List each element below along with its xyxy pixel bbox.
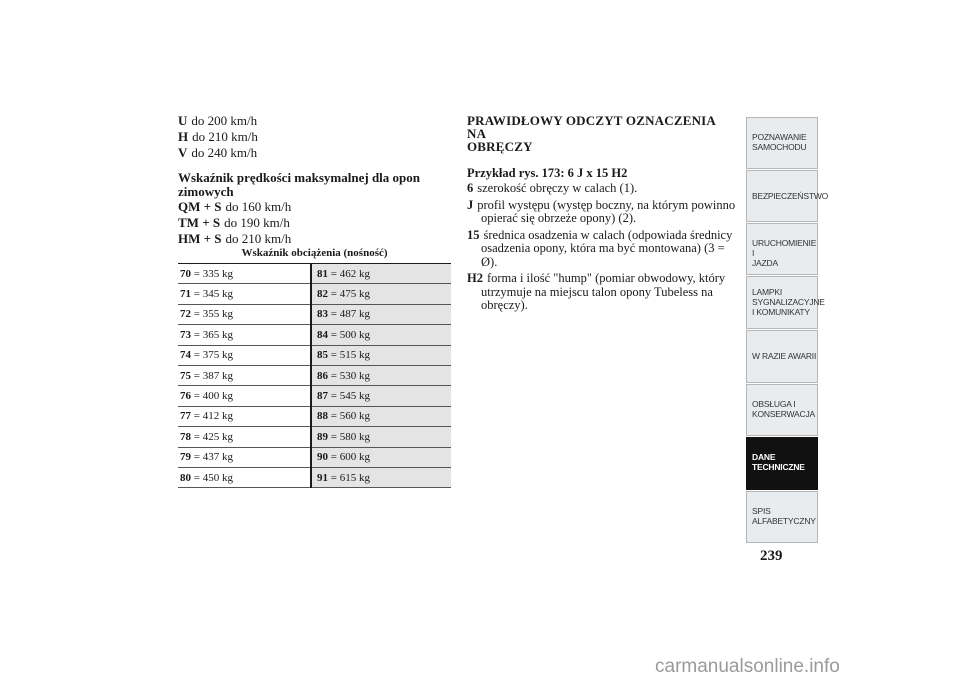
tab-label: JAZDA xyxy=(752,258,778,268)
load-index-value: = 387 kg xyxy=(193,369,233,382)
speed-index-list xyxy=(178,113,258,161)
load-index-code: 72 xyxy=(180,308,191,321)
tab-label: TECHNICZNE xyxy=(752,462,805,472)
tab-label: URUCHOMIENIE I xyxy=(752,238,817,258)
load-index-code: 86 xyxy=(317,369,328,382)
table-cell xyxy=(178,365,311,385)
table-row xyxy=(178,304,451,324)
table-cell xyxy=(311,284,451,304)
load-index-code: 71 xyxy=(180,288,191,301)
tab-label: W RAZIE AWARII xyxy=(752,351,817,361)
tab-spis-alfabetyczny[interactable] xyxy=(746,491,818,543)
table-row xyxy=(178,284,451,304)
load-index-code: 75 xyxy=(180,369,191,382)
winter-heading: Wskaźnik prędkości maksymalnej dla opon zimowych xyxy=(178,170,420,199)
load-index-value: = 475 kg xyxy=(330,288,370,301)
table-row xyxy=(178,365,451,385)
table-cell xyxy=(178,325,311,345)
load-index-code: 84 xyxy=(317,328,328,341)
tab-bezpieczenstwo[interactable] xyxy=(746,170,829,222)
load-index-code: 73 xyxy=(180,328,191,341)
load-index-code: 74 xyxy=(180,349,191,362)
load-index-code: 79 xyxy=(180,451,191,464)
table-cell xyxy=(311,264,451,284)
load-index-value: = 412 kg xyxy=(193,410,233,423)
table-cell xyxy=(178,345,311,365)
rim-example: Przykład rys. 173: 6 J x 15 H2 xyxy=(467,166,628,180)
load-index-value: = 487 kg xyxy=(330,308,370,321)
tab-w-razie-awarii[interactable] xyxy=(746,330,818,383)
load-index-code: 80 xyxy=(180,471,191,484)
tab-label: SPIS xyxy=(752,506,771,516)
load-index-value: = 375 kg xyxy=(193,349,233,362)
load-index-code: 90 xyxy=(317,451,328,464)
tab-label: SYGNALIZACYJNE xyxy=(752,297,825,307)
tab-label: BEZPIECZEŃSTWO xyxy=(752,191,829,201)
load-table-title: Wskaźnik obciążenia (nośność) xyxy=(241,247,388,259)
table-cell xyxy=(311,386,451,406)
load-index-value: = 437 kg xyxy=(193,451,233,464)
load-index-value: = 450 kg xyxy=(193,471,233,484)
table-row xyxy=(178,386,451,406)
tab-label: POZNAWANIE xyxy=(752,132,807,142)
load-index-code: 70 xyxy=(180,267,191,280)
winter-speed-list xyxy=(178,199,291,247)
table-cell xyxy=(178,386,311,406)
tab-label: DANE xyxy=(752,452,776,462)
tab-poznawanie-samochodu[interactable] xyxy=(746,117,818,169)
rim-title-line1: PRAWIDŁOWY ODCZYT OZNACZENIA NA xyxy=(467,113,716,141)
table-row xyxy=(178,427,451,447)
table-cell xyxy=(178,304,311,324)
load-index-code: 78 xyxy=(180,430,191,443)
load-index-value: = 365 kg xyxy=(193,328,233,341)
table-cell xyxy=(311,447,451,467)
table-cell xyxy=(178,467,311,487)
load-index-value: = 500 kg xyxy=(330,328,370,341)
speed-item-u: U do 200 km/h xyxy=(178,113,258,128)
table-row xyxy=(178,264,451,284)
table-cell xyxy=(311,345,451,365)
load-index-code: 83 xyxy=(317,308,328,321)
rim-item-j: J profil występu (występ boczny, na którym powinno opierać się obrzeże opony) (2). xyxy=(467,197,736,225)
table-cell xyxy=(178,264,311,284)
tab-label: I KOMUNIKATY xyxy=(752,307,810,317)
tab-label: OBSŁUGA I xyxy=(752,399,796,409)
tab-uruchomienie-i-jazda[interactable] xyxy=(746,223,818,275)
speed-item-v: V do 240 km/h xyxy=(178,145,258,160)
load-index-table xyxy=(178,263,451,488)
load-index-code: 77 xyxy=(180,410,191,423)
load-index-code: 82 xyxy=(317,288,328,301)
load-index-code: 89 xyxy=(317,430,328,443)
load-index-value: = 335 kg xyxy=(193,267,233,280)
tab-label: KONSERWACJA xyxy=(752,409,815,419)
tab-label: ALFABETYCZNY xyxy=(752,516,816,526)
rim-section xyxy=(467,114,737,313)
table-cell xyxy=(311,467,451,487)
load-index-value: = 462 kg xyxy=(330,267,370,280)
tab-label: SAMOCHODU xyxy=(752,142,807,152)
table-cell xyxy=(178,406,311,426)
tab-label: LAMPKI xyxy=(752,287,782,297)
load-index-code: 87 xyxy=(317,390,328,403)
table-cell xyxy=(311,427,451,447)
table-row xyxy=(178,325,451,345)
page-number: 239 xyxy=(760,548,783,564)
table-cell xyxy=(178,284,311,304)
load-index-value: = 560 kg xyxy=(330,410,370,423)
table-cell xyxy=(311,325,451,345)
table-cell xyxy=(311,304,451,324)
table-cell xyxy=(311,406,451,426)
table-row xyxy=(178,406,451,426)
tab-dane-techniczne[interactable] xyxy=(746,437,818,490)
load-index-code: 91 xyxy=(317,471,328,484)
table-cell xyxy=(178,427,311,447)
rim-title-line2: OBRĘCZY xyxy=(467,139,533,154)
load-index-code: 81 xyxy=(317,267,328,280)
winter-item: HM + S do 210 km/h xyxy=(178,231,292,246)
winter-item: QM + S do 160 km/h xyxy=(178,199,292,214)
load-index-value: = 400 kg xyxy=(193,390,233,403)
load-index-code: 88 xyxy=(317,410,328,423)
load-index-value: = 515 kg xyxy=(330,349,370,362)
load-index-value: = 345 kg xyxy=(193,288,233,301)
tab-lampki-sygnalizacyjne[interactable] xyxy=(746,276,825,329)
rim-item-6: 6 szerokość obręczy w calach (1). xyxy=(467,181,638,195)
load-index-value: = 545 kg xyxy=(330,390,370,403)
table-row xyxy=(178,467,451,487)
tab-obsluga-i-konserwacja[interactable] xyxy=(746,384,818,436)
load-index-value: = 355 kg xyxy=(193,308,233,321)
watermark: carmanualsonline.info xyxy=(655,656,840,677)
winter-item: TM + S do 190 km/h xyxy=(178,215,290,230)
rim-item-h2: H2 forma i ilość "hump" (pomiar obwodowy, który utrzymuje na miejscu talon opony Tubeless na obręczy). xyxy=(467,271,726,312)
rim-item-15: 15 średnica osadzenia w calach (odpowiada średnicy osadzenia opony, która ma być montowana) (3 = Ø). xyxy=(467,227,733,269)
table-cell xyxy=(311,365,451,385)
load-index-value: = 530 kg xyxy=(330,369,370,382)
table-row xyxy=(178,345,451,365)
load-index-code: 85 xyxy=(317,349,328,362)
load-index-value: = 600 kg xyxy=(330,451,370,464)
load-index-value: = 425 kg xyxy=(193,430,233,443)
load-index-value: = 615 kg xyxy=(330,471,370,484)
load-index-code: 76 xyxy=(180,390,191,403)
table-cell xyxy=(178,447,311,467)
table-row xyxy=(178,447,451,467)
load-index-value: = 580 kg xyxy=(330,430,370,443)
speed-item-h: H do 210 km/h xyxy=(178,129,258,144)
